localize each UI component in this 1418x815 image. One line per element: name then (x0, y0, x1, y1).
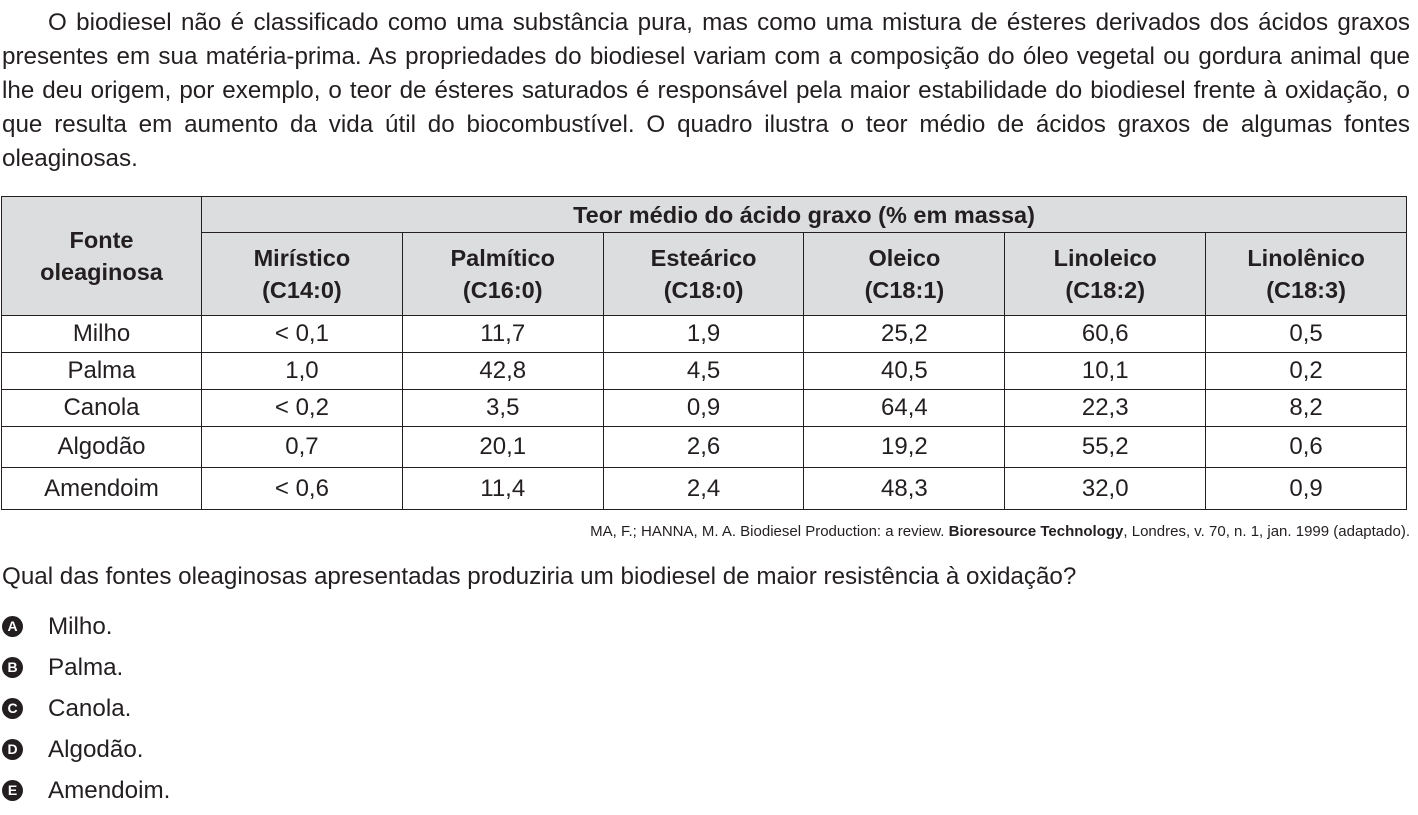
value-cell: 0,9 (1206, 468, 1407, 510)
column-name: Oleico (868, 245, 941, 271)
value-cell: 0,6 (1206, 427, 1407, 468)
option-letter-badge: A (2, 616, 23, 637)
question-text: Qual das fontes oleaginosas apresentadas produziria um biodiesel de maior resistência à oxidação? (2, 563, 1077, 590)
source-cell: Milho (2, 316, 202, 353)
value-cell: 42,8 (402, 353, 603, 390)
column-formula: (C14:0) (262, 277, 342, 303)
value-cell: 55,2 (1005, 427, 1206, 468)
value-cell: 0,7 (202, 427, 403, 468)
option-text: Canola. (48, 694, 132, 722)
column-header-linolenic (1206, 233, 1407, 316)
source-header (2, 197, 202, 316)
value-cell: 2,4 (603, 468, 804, 510)
group-header: Teor médio do ácido graxo (% em massa) (202, 197, 1407, 233)
option-a[interactable] (2, 606, 170, 647)
column-name: Linolênico (1247, 245, 1365, 271)
column-formula: (C18:1) (864, 277, 945, 303)
option-d[interactable] (2, 729, 170, 770)
option-letter-badge: D (2, 739, 23, 760)
option-text: Palma. (48, 653, 124, 681)
column-formula: (C16:0) (462, 277, 543, 303)
value-cell: 64,4 (804, 390, 1005, 427)
table-row (2, 427, 1407, 468)
value-cell: 8,2 (1206, 390, 1407, 427)
value-cell: 10,1 (1005, 353, 1206, 390)
value-cell: 1,9 (603, 316, 804, 353)
value-cell: < 0,1 (202, 316, 403, 353)
value-cell: 22,3 (1005, 390, 1206, 427)
value-cell: 4,5 (603, 353, 804, 390)
value-cell: 60,6 (1005, 316, 1206, 353)
column-name: Esteárico (650, 245, 757, 271)
citation-authors: MA, F.; HANNA, M. A. Biodiesel Production: a review. (590, 523, 949, 540)
option-letter-badge: E (2, 780, 23, 801)
column-header-linoleic (1005, 233, 1206, 316)
value-cell: 20,1 (402, 427, 603, 468)
value-cell: 11,7 (402, 316, 603, 353)
value-cell: 11,4 (402, 468, 603, 510)
value-cell: 3,5 (402, 390, 603, 427)
value-cell: 19,2 (804, 427, 1005, 468)
value-cell: 0,9 (603, 390, 804, 427)
column-name: Palmítico (450, 245, 555, 271)
value-cell: 0,5 (1206, 316, 1407, 353)
intro-paragraph: O biodiesel não é classificado como uma substância pura, mas como uma mistura de ésteres derivados dos ácidos graxos presentes em sua matéria-prima. As propriedades do biodiesel variam com a composição do óleo vegetal ou gordura animal que lhe deu origem, por exemplo, o teor de ésteres saturados é responsável pela maior estabilidade do biodiesel frente à oxidação, o que resulta em aumento da vida útil do biocombustível. O quadro ilustra o teor médio de ácidos graxos de algumas fontes oleaginosas. (2, 9, 1410, 172)
value-cell: 32,0 (1005, 468, 1206, 510)
column-name: Mirístico (253, 245, 351, 271)
source-cell: Palma (2, 353, 202, 390)
source-cell: Algodão (2, 427, 202, 468)
option-letter-badge: B (2, 657, 23, 678)
source-cell: Amendoim (2, 468, 202, 510)
option-c[interactable] (2, 688, 170, 729)
citation-journal: Bioresource Technology (948, 523, 1124, 540)
value-cell: 1,0 (202, 353, 403, 390)
option-letter-badge: C (2, 698, 23, 719)
column-formula: (C18:0) (663, 277, 744, 303)
answer-options (2, 606, 170, 811)
value-cell: 48,3 (804, 468, 1005, 510)
column-header-oleic (804, 233, 1005, 316)
column-header-stearic (603, 233, 804, 316)
table-row (2, 353, 1407, 390)
option-b[interactable] (2, 647, 170, 688)
option-e[interactable] (2, 770, 170, 811)
value-cell: 0,2 (1206, 353, 1407, 390)
value-cell: 25,2 (804, 316, 1005, 353)
value-cell: 2,6 (603, 427, 804, 468)
citation-details: , Londres, v. 70, n. 1, jan. 1999 (adaptado). (1123, 523, 1410, 540)
column-formula: (C18:2) (1065, 277, 1146, 303)
table-row (2, 468, 1407, 510)
column-formula: (C18:3) (1266, 277, 1346, 303)
table-row (2, 390, 1407, 427)
option-text: Milho. (48, 612, 113, 640)
source-header-line2: oleaginosa (40, 259, 163, 285)
source-header-line1: Fonte (69, 227, 134, 253)
table-row (2, 316, 1407, 353)
fatty-acid-table (1, 196, 1407, 510)
column-header-myristic (202, 233, 403, 316)
source-cell: Canola (2, 390, 202, 427)
value-cell: 40,5 (804, 353, 1005, 390)
option-text: Algodão. (48, 735, 144, 763)
value-cell: < 0,6 (202, 468, 403, 510)
column-name: Linoleico (1053, 245, 1157, 271)
citation (590, 521, 1410, 543)
option-text: Amendoim. (48, 776, 171, 804)
value-cell: < 0,2 (202, 390, 403, 427)
column-header-palmitic (402, 233, 603, 316)
